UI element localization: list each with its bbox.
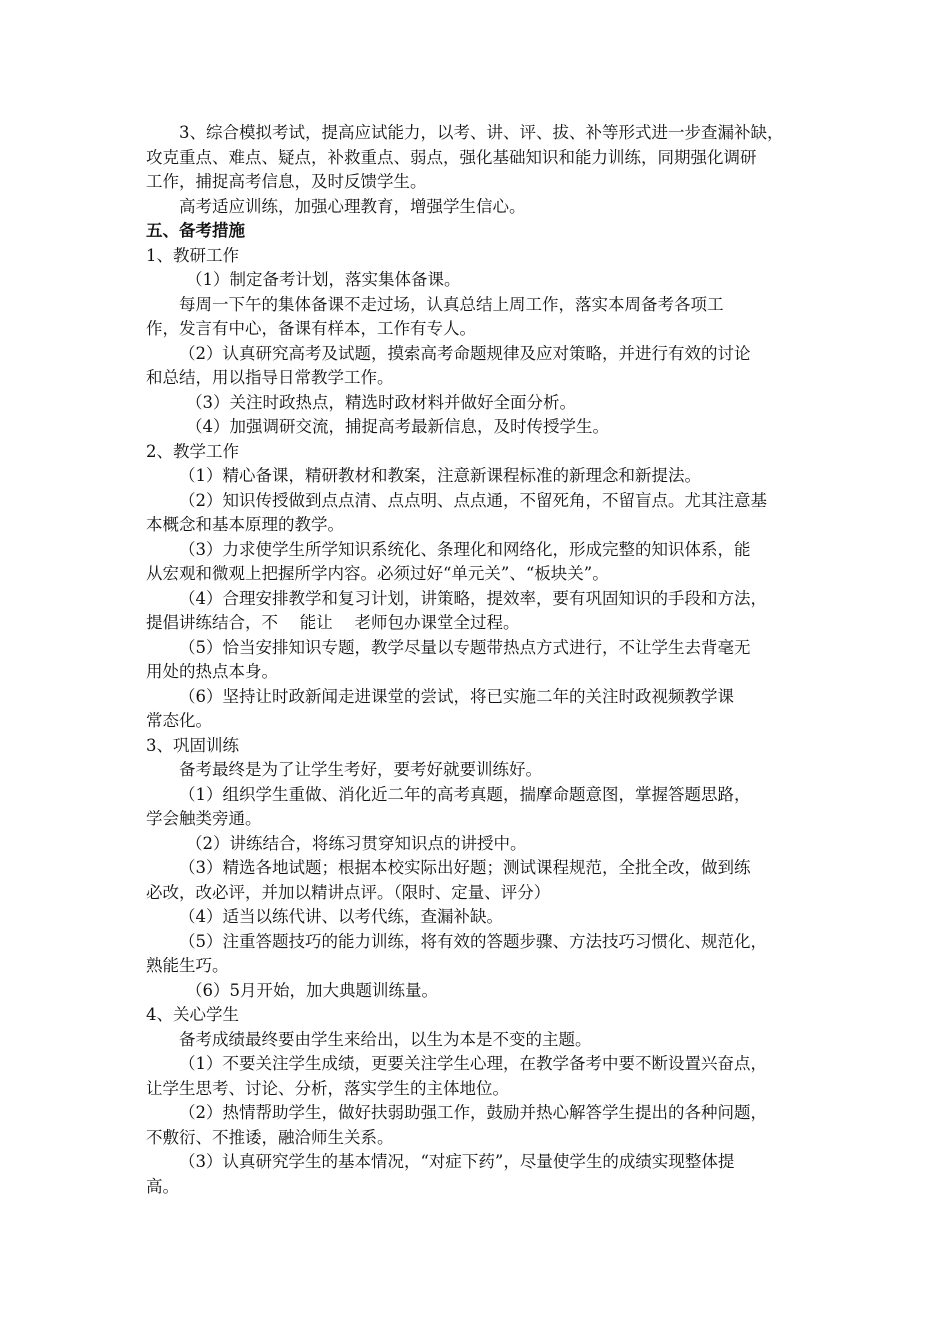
paragraph-line: 攻克重点、难点、疑点，补救重点、弱点，强化基础知识和能力训练，同期强化调研 xyxy=(146,147,757,167)
list-item-line: （6）坚持让时政新闻走进课堂的尝试，将已实施二年的关注时政视频教学课 xyxy=(179,686,734,706)
list-item-line: （1）精心备课，精研教材和教案，注意新课程标准的新理念和新提法。 xyxy=(179,466,701,485)
list-item-line: （2）知识传授做到点点清、点点明、点点通，不留死角，不留盲点。尤其注意基 xyxy=(179,490,767,510)
paragraph-line: 从宏观和微观上把握所学内容。必须过好“单元关”、“板块关”。 xyxy=(146,564,609,583)
list-item-line: （2）热情帮助学生，做好扶弱助强工作，鼓励并热心解答学生提出的各种问题， xyxy=(179,1103,767,1122)
list-item-line: （2）讲练结合，将练习贯穿知识点的讲授中。 xyxy=(186,833,527,853)
subsection-heading: 4、关心学生 xyxy=(146,1005,239,1024)
paragraph-line: 不敷衍、不推诿，融洽师生关系。 xyxy=(146,1127,394,1147)
subsection-heading: 2、教学工作 xyxy=(146,441,239,461)
paragraph-line: 必改，改必评，并加以精讲点评。（限时、定量、评分） xyxy=(146,882,551,902)
list-item-line: （2）认真研究高考及试题，摸索高考命题规律及应对策略，并进行有效的讨论 xyxy=(179,343,751,363)
list-item-line: （4）合理安排教学和复习计划，讲策略，提效率，要有巩固知识的手段和方法， xyxy=(179,588,767,608)
paragraph-line: 工作，捕捉高考信息，及时反馈学生。 xyxy=(146,172,427,191)
list-item-line: （6）5月开始，加大典题训练量。 xyxy=(186,980,438,1000)
paragraph-line: 提倡讲练结合，不 能让 老师包办课堂全过程。 xyxy=(146,613,520,632)
list-item-line: （3）关注时政热点，精选时政材料并做好全面分析。 xyxy=(186,392,576,412)
subsection-heading: 3、巩固训练 xyxy=(146,735,239,755)
list-item-line: （1）不要关注学生成绩，更要关注学生心理，在教学备考中要不断设置兴奋点， xyxy=(179,1054,767,1073)
paragraph-line: 备考最终是为了让学生考好，要考好就要训练好。 xyxy=(179,760,542,779)
subsection-heading: 1、教研工作 xyxy=(146,245,239,265)
list-item-line: （3）力求使学生所学知识系统化、条理化和网络化，形成完整的知识体系，能 xyxy=(179,539,751,559)
paragraph-line: 熟能生巧。 xyxy=(146,956,229,975)
paragraph-line: 3、综合模拟考试，提高应试能力，以考、讲、评、拔、补等形式进一步查漏补缺， xyxy=(179,123,784,142)
list-item-line: （1）制定备考计划，落实集体备课。 xyxy=(186,270,461,289)
paragraph-line: 让学生思考、讨论、分析，落实学生的主体地位。 xyxy=(146,1078,509,1098)
paragraph-line: 用处的热点本身。 xyxy=(146,662,278,681)
paragraph-line: 常态化。 xyxy=(146,711,212,730)
paragraph-line: 和总结，用以指导日常教学工作。 xyxy=(146,368,394,387)
paragraph-line: 作，发言有中心，备课有样本，工作有专人。 xyxy=(146,319,476,338)
paragraph-line: 本概念和基本原理的教学。 xyxy=(146,515,344,534)
list-item-line: （5）注重答题技巧的能力训练，将有效的答题步骤、方法技巧习惯化、规范化， xyxy=(179,931,767,951)
paragraph-line: 学会触类旁通。 xyxy=(146,809,262,828)
list-item-line: （1）组织学生重做、消化近二年的高考真题，揣摩命题意图，掌握答题思路， xyxy=(179,784,751,804)
list-item-line: （5）恰当安排知识专题，教学尽量以专题带热点方式进行，不让学生去背毫无 xyxy=(179,637,751,657)
list-item-line: （4）适当以练代讲、以考代练，查漏补缺。 xyxy=(179,907,503,926)
section-heading: 五、备考措施 xyxy=(146,221,245,240)
paragraph-line: 备考成绩最终要由学生来给出，以生为本是不变的主题。 xyxy=(179,1029,592,1049)
paragraph-line: 高考适应训练，加强心理教育，增强学生信心。 xyxy=(179,196,526,216)
list-item-line: （4）加强调研交流，捕捉高考最新信息，及时传授学生。 xyxy=(186,417,609,436)
list-item-line: （3）认真研究学生的基本情况，“对症下药”，尽量使学生的成绩实现整体提 xyxy=(179,1152,735,1171)
paragraph-line: 高。 xyxy=(146,1176,179,1196)
list-item-line: （3）精选各地试题；根据本校实际出好题；测试课程规范，全批全改，做到练 xyxy=(179,858,751,877)
paragraph-line: 每周一下午的集体备课不走过场，认真总结上周工作，落实本周备考各项工 xyxy=(179,294,724,314)
